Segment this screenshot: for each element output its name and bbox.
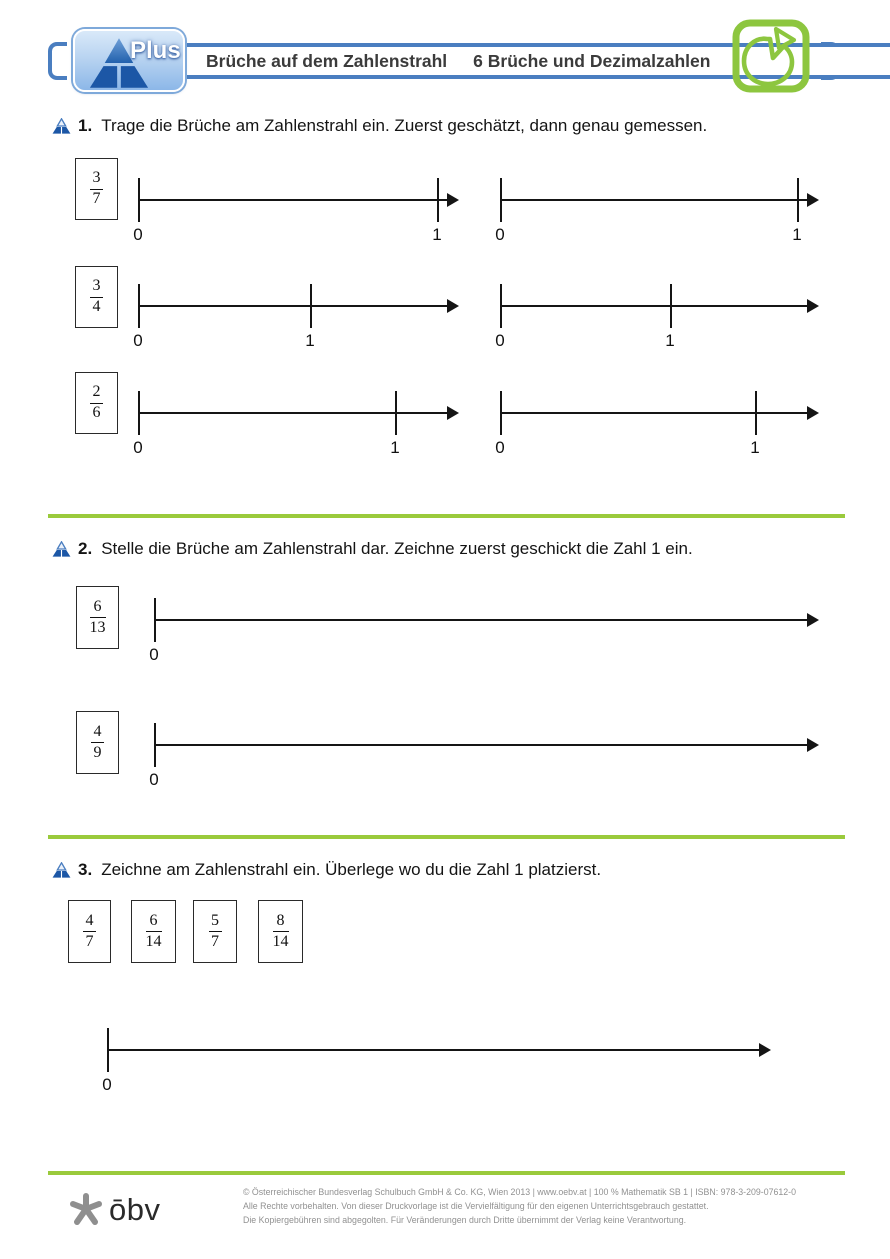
- badge-label: Plus: [130, 37, 181, 64]
- task-number: 1.: [78, 116, 93, 135]
- fraction: [90, 170, 103, 208]
- plus-badge: [73, 29, 185, 92]
- tick-label: 1: [792, 225, 802, 244]
- fraction-denominator: 14: [272, 932, 289, 950]
- fraction-denominator: 14: [145, 932, 162, 950]
- fraction-denominator: 7: [211, 932, 219, 950]
- arrowhead-icon: [447, 406, 459, 420]
- fraction-box: [76, 586, 119, 649]
- fraction-box: [68, 900, 111, 963]
- tick-label: 0: [495, 225, 505, 244]
- number-line: [133, 391, 458, 461]
- number-line-rail: [500, 199, 814, 201]
- tick-label: 0: [495, 438, 505, 457]
- fraction-denominator: 7: [85, 932, 94, 950]
- fraction-denominator: 7: [92, 190, 101, 207]
- fraction-bar: [209, 931, 222, 932]
- fraction-denominator: 6: [92, 404, 101, 421]
- tick-mark: [154, 598, 156, 642]
- tick-mark: [107, 1028, 109, 1072]
- fraction: [83, 913, 96, 951]
- tick-mark: [500, 391, 502, 435]
- fraction-numerator: 6: [93, 597, 102, 615]
- number-line: [495, 284, 818, 354]
- fraction-denominator: 9: [93, 743, 102, 761]
- fraction: [90, 278, 103, 316]
- number-line-rail: [138, 199, 454, 201]
- number-line-rail: [138, 412, 454, 414]
- fraction-bar: [91, 742, 104, 743]
- arrowhead-icon: [447, 193, 459, 207]
- number-line: [495, 391, 818, 461]
- tick-mark: [500, 284, 502, 328]
- tick-mark: [755, 391, 757, 435]
- fraction-numerator: 2: [92, 383, 101, 401]
- tick-label: 1: [305, 331, 315, 350]
- number-line: [149, 598, 818, 668]
- fraction: [91, 724, 104, 762]
- fraction-denominator: 13: [89, 618, 106, 636]
- fraction-box: [75, 266, 118, 328]
- tick-label: 0: [495, 331, 505, 350]
- arrowhead-icon: [759, 1043, 771, 1057]
- fraction: [209, 913, 222, 951]
- number-line: [133, 284, 458, 354]
- tick-label: 0: [133, 331, 143, 350]
- copyright-line: Alle Rechte vorbehalten. Von dieser Druckvorlage ist die Vervielfältigung für den eigenen Unterrichtsgebrauch gestattet.: [243, 1200, 709, 1211]
- task-2-heading: [52, 539, 693, 559]
- task-3-heading: [52, 860, 601, 880]
- arrowhead-icon: [807, 406, 819, 420]
- fraction-numerator: 3: [92, 169, 101, 187]
- tick-mark: [670, 284, 672, 328]
- tick-label: 0: [102, 1075, 112, 1094]
- number-line: [495, 178, 818, 248]
- tick-mark: [437, 178, 439, 222]
- tick-mark: [500, 178, 502, 222]
- number-line-rail: [154, 619, 814, 621]
- arrowhead-icon: [807, 299, 819, 313]
- tick-label: 0: [133, 225, 143, 244]
- fraction-box: [258, 900, 303, 963]
- arrowhead-icon: [807, 738, 819, 752]
- arrowhead-icon: [807, 613, 819, 627]
- fraction-numerator: 4: [93, 722, 102, 740]
- fraction-denominator: 4: [92, 298, 101, 315]
- number-line-rail: [500, 412, 814, 414]
- worksheet-title: Brüche auf dem Zahlenstrahl: [206, 50, 448, 71]
- fraction-numerator: 4: [85, 911, 94, 929]
- tick-mark: [310, 284, 312, 328]
- tick-label: 0: [133, 438, 143, 457]
- tick-mark: [395, 391, 397, 435]
- number-line-rail: [107, 1049, 766, 1051]
- oebv-asterisk-icon: [66, 1190, 106, 1230]
- task-number: 3.: [78, 860, 93, 879]
- fraction-numerator: 5: [211, 911, 219, 929]
- fraction: [90, 599, 106, 637]
- tick-label: 1: [665, 331, 675, 350]
- task-1-heading: [52, 116, 707, 136]
- section-divider: [48, 835, 845, 839]
- publisher-logo-text: ōbv: [109, 1192, 161, 1227]
- fraction-box: [131, 900, 176, 963]
- fraction: [146, 913, 162, 951]
- footer-divider: [48, 1171, 845, 1175]
- fraction-bar: [90, 617, 106, 618]
- section-divider: [48, 514, 845, 518]
- fraction-numerator: 3: [92, 277, 101, 295]
- number-line: [102, 1028, 770, 1098]
- task-number: 2.: [78, 539, 93, 558]
- tick-mark: [138, 391, 140, 435]
- fraction-box: [75, 372, 118, 434]
- tick-label: 1: [390, 438, 400, 457]
- fraction-bar: [83, 931, 96, 932]
- fraction: [90, 384, 103, 422]
- fraction: [273, 913, 289, 951]
- copyright-text: [243, 1186, 823, 1227]
- tick-label: 1: [750, 438, 760, 457]
- arrowhead-icon: [447, 299, 459, 313]
- tick-mark: [154, 723, 156, 767]
- tick-mark: [797, 178, 799, 222]
- fraction-box: [76, 711, 119, 774]
- copyright-line: © Österreichischer Bundesverlag Schulbuch GmbH & Co. KG, Wien 2013 | www.oebv.at | 100 % Mathematik SB 1 | ISBN: 978-3-209-07612-0: [243, 1187, 796, 1197]
- tick-label: 0: [149, 645, 159, 664]
- chapter-title: 6 Brüche und Dezimalzahlen: [473, 50, 711, 71]
- tick-mark: [138, 284, 140, 328]
- copyright-line: Die Kopiergebühren sind abgegolten. Für Veränderungen durch Dritte übernimmt der Verlag keine Verantwortung.: [243, 1214, 687, 1225]
- task-triangle-icon: [52, 118, 71, 134]
- task-triangle-icon: [52, 862, 71, 878]
- number-line: [149, 723, 818, 793]
- number-line-rail: [138, 305, 454, 307]
- task-instruction: Trage die Brüche am Zahlenstrahl ein. Zuerst geschätzt, dann genau gemessen.: [101, 116, 708, 135]
- tick-label: 1: [432, 225, 442, 244]
- task-instruction: Zeichne am Zahlenstrahl ein. Überlege wo du die Zahl 1 platzierst.: [101, 860, 602, 879]
- fraction-bar: [273, 931, 289, 932]
- fraction-box: [193, 900, 237, 963]
- fraction-box: [75, 158, 118, 220]
- number-line-rail: [154, 744, 814, 746]
- number-line-rail: [500, 305, 814, 307]
- tick-label: 0: [149, 770, 159, 789]
- fraction-numerator: 8: [276, 911, 285, 929]
- header-bracket-left: [48, 42, 67, 80]
- task-instruction: Stelle die Brüche am Zahlenstrahl dar. Zeichne zuerst geschickt die Zahl 1 ein.: [101, 539, 693, 558]
- number-line: [133, 178, 458, 248]
- oebv-apple-logo-icon: [731, 18, 811, 94]
- fraction-bar: [146, 931, 162, 932]
- tick-mark: [138, 178, 140, 222]
- arrowhead-icon: [807, 193, 819, 207]
- task-triangle-icon: [52, 541, 71, 557]
- fraction-numerator: 6: [149, 911, 158, 929]
